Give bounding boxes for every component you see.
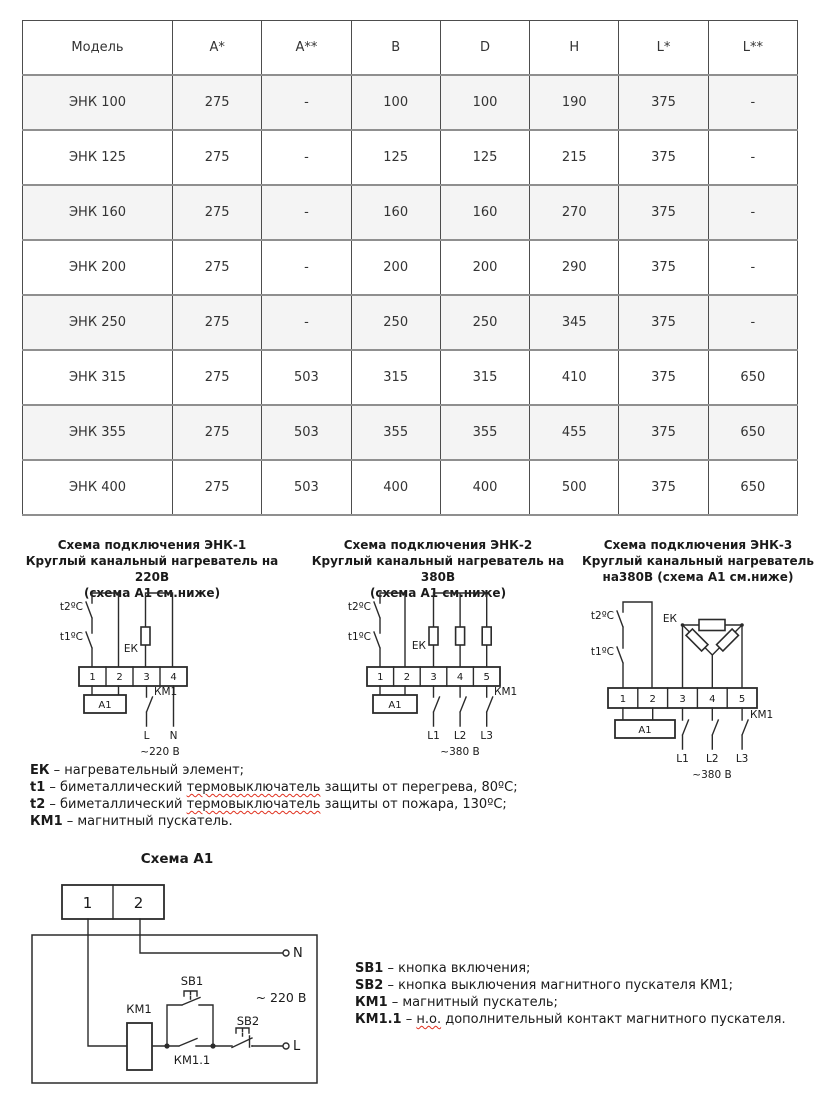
terminal-number: 2: [133, 894, 144, 912]
value-cell: 275: [173, 240, 262, 295]
label-t1: t1ºC: [59, 631, 83, 643]
terminal-number: 1: [619, 694, 627, 705]
label-ek: ЕК: [662, 613, 677, 625]
label-sb2: SB2: [236, 1014, 260, 1028]
legend-item: КМ1 – магнитный пускатель.: [30, 814, 233, 829]
terminal-number: 1: [89, 672, 96, 683]
legend-item: ЕК – нагревательный элемент;: [30, 763, 245, 778]
voltage-label: ~380 В: [692, 769, 732, 781]
column-header: L*: [619, 21, 708, 76]
junction-dot: [210, 1043, 215, 1048]
phase-label: L: [143, 730, 150, 742]
legend-term: t1: [30, 780, 46, 795]
supply-labels: [140, 730, 179, 758]
value-cell: 125: [440, 130, 529, 185]
title-line: на380В (схема А1 см.ниже): [602, 570, 794, 584]
legend-item: t1 – биметаллический термовыключатель защиты от перегрева, 80ºС;: [30, 780, 518, 795]
a1-legend: [355, 960, 786, 1028]
schema-a1-svg: [20, 845, 330, 1100]
km1-coil: [126, 1002, 152, 1070]
component-legend: [30, 762, 518, 830]
table-row: [23, 75, 798, 130]
value-cell: 375: [619, 350, 708, 405]
value-cell: -: [262, 130, 351, 185]
label-sb1: SB1: [180, 974, 204, 988]
phase-label: L1: [427, 730, 440, 742]
legend-term: SB2: [355, 978, 384, 993]
title-line: (схема А1 см.ниже): [369, 586, 507, 600]
value-cell: 275: [173, 75, 262, 130]
km1-contact: [434, 686, 518, 726]
value-cell: 290: [530, 240, 619, 295]
terminal-block: [367, 667, 500, 686]
value-cell: 275: [173, 295, 262, 350]
node-dot: [681, 623, 685, 627]
terminal-number: 1: [377, 672, 384, 683]
value-cell: 275: [173, 460, 262, 515]
junction-dot: [164, 1043, 169, 1048]
terminal-number: 5: [738, 694, 746, 705]
label-a1: А1: [388, 700, 402, 711]
sb1-button: [167, 974, 213, 1046]
column-header: B: [351, 21, 440, 76]
value-cell: -: [708, 185, 797, 240]
value-cell: -: [262, 185, 351, 240]
column-header: Модель: [23, 21, 173, 76]
legend-term: КМ1.1: [355, 1012, 402, 1027]
table-row: [23, 130, 798, 185]
phase-label: L3: [735, 753, 749, 765]
label-km11: КМ1.1: [173, 1053, 211, 1067]
value-cell: 650: [708, 460, 797, 515]
enk2-circuit-svg: [330, 585, 560, 760]
column-header: A**: [262, 21, 351, 76]
voltage-label: ~ 220 В: [255, 990, 307, 1005]
value-cell: 375: [619, 130, 708, 185]
title-line: Схема подключения ЭНК-3: [603, 538, 793, 552]
diagram-enk3-title: [582, 537, 814, 585]
terminal-number: 2: [116, 672, 123, 683]
model-cell: ЭНК 355: [23, 405, 173, 460]
value-cell: 215: [530, 130, 619, 185]
heater-delta: [663, 613, 744, 688]
value-cell: 275: [173, 185, 262, 240]
label-ek: ЕК: [411, 640, 426, 652]
value-cell: 503: [262, 350, 351, 405]
label-t2: t2ºC: [347, 601, 371, 613]
value-cell: 455: [530, 405, 619, 460]
terminal-block: [62, 885, 164, 919]
value-cell: 355: [440, 405, 529, 460]
enk1-circuit-svg: [35, 585, 265, 760]
value-cell: 503: [262, 460, 351, 515]
table-body: [23, 75, 798, 515]
thermal-cutout-branch: [591, 602, 652, 688]
heater-branch: [412, 593, 491, 667]
heater-element: [686, 629, 708, 651]
model-cell: ЭНК 125: [23, 130, 173, 185]
title-line: Схема подключения ЭНК-2: [343, 538, 533, 552]
heater-branch: [124, 593, 173, 667]
value-cell: -: [262, 240, 351, 295]
heater-element: [717, 629, 739, 651]
terminal-l: [283, 1043, 289, 1049]
value-cell: 355: [351, 405, 440, 460]
column-header: L**: [708, 21, 797, 76]
value-cell: -: [262, 75, 351, 130]
label-km1: КМ1: [750, 709, 774, 721]
label-t1: t1ºC: [590, 646, 614, 658]
value-cell: -: [708, 75, 797, 130]
value-cell: -: [262, 295, 351, 350]
title-line: (схема А1 см.ниже): [83, 586, 221, 600]
km1-contact: [147, 686, 178, 726]
terminal-number: 3: [679, 694, 686, 705]
value-cell: -: [708, 295, 797, 350]
terminal-block: [608, 688, 757, 708]
table-row: [23, 405, 798, 460]
value-cell: 200: [351, 240, 440, 295]
column-header: D: [440, 21, 529, 76]
value-cell: 275: [173, 405, 262, 460]
value-cell: 410: [530, 350, 619, 405]
legend-term: SB1: [355, 961, 384, 976]
legend-item: SB2 – кнопка выключения магнитного пускателя КМ1;: [355, 978, 734, 993]
value-cell: 250: [440, 295, 529, 350]
table-header: [23, 21, 798, 76]
value-cell: 400: [440, 460, 529, 515]
terminal-number: 1: [82, 894, 93, 912]
legend-term: КМ1: [30, 814, 63, 829]
terminal-number: 2: [403, 672, 411, 683]
terminal-number: 5: [483, 672, 490, 683]
label-n: N: [293, 946, 303, 961]
label-t1: t1ºC: [347, 631, 371, 643]
a1-module: [615, 708, 675, 738]
a1-module: [84, 686, 126, 713]
thermal-cutout-branch: [60, 593, 119, 667]
heater-element: [482, 627, 491, 645]
voltage-label: ~380 В: [440, 746, 480, 758]
model-cell: ЭНК 250: [23, 295, 173, 350]
value-cell: 190: [530, 75, 619, 130]
value-cell: 500: [530, 460, 619, 515]
terminal-n: [283, 950, 289, 956]
value-cell: -: [708, 240, 797, 295]
terminal-number: 4: [709, 694, 716, 705]
value-cell: 375: [619, 240, 708, 295]
value-cell: -: [708, 130, 797, 185]
legend-item: КМ1 – магнитный пускатель;: [355, 995, 558, 1010]
value-cell: 315: [351, 350, 440, 405]
dimensions-table: [22, 20, 798, 516]
km11-contact: [164, 1039, 215, 1068]
terminal-number: 4: [456, 672, 464, 683]
legend-term: t2: [30, 797, 46, 812]
value-cell: 160: [351, 185, 440, 240]
value-cell: 400: [351, 460, 440, 515]
terminal-number: 2: [649, 694, 656, 705]
model-cell: ЭНК 200: [23, 240, 173, 295]
label-ek: ЕК: [123, 643, 138, 655]
label-km1: КМ1: [126, 1002, 152, 1016]
a1-module: [373, 686, 417, 713]
value-cell: 375: [619, 185, 708, 240]
model-cell: ЭНК 160: [23, 185, 173, 240]
phase-label: L1: [676, 753, 689, 765]
table-row: [23, 460, 798, 515]
label-t2: t2ºC: [590, 610, 614, 622]
label-a1: А1: [98, 700, 112, 711]
km1-contact: [683, 708, 774, 749]
table-row: [23, 295, 798, 350]
value-cell: 375: [619, 75, 708, 130]
phase-label: L2: [706, 753, 719, 765]
label-a1: А1: [638, 725, 652, 736]
phase-label: L3: [480, 730, 493, 742]
title-line: Круглый канальный нагреватель на 220В: [25, 554, 279, 584]
sb2-button: [232, 1014, 259, 1048]
value-cell: 160: [440, 185, 529, 240]
column-header: H: [530, 21, 619, 76]
label-t2: t2ºC: [59, 601, 83, 613]
terminal-block: [79, 667, 187, 686]
heater-element: [429, 627, 438, 645]
thermal-cutout-branch: [348, 593, 405, 667]
phase-label: L2: [453, 730, 467, 742]
enk3-circuit-svg: [578, 585, 818, 800]
value-cell: 275: [173, 130, 262, 185]
column-header: A*: [173, 21, 262, 76]
supply-labels: [427, 730, 493, 758]
value-cell: 200: [440, 240, 529, 295]
node-dot: [740, 623, 744, 627]
value-cell: 375: [619, 460, 708, 515]
phase-label: N: [169, 730, 178, 742]
title-line: Круглый канальный нагреватель на 380В: [311, 554, 565, 584]
legend-term: ЕК: [30, 763, 50, 778]
header-row: [23, 21, 798, 76]
terminal-number: 4: [170, 672, 177, 683]
title-line: Круглый канальный нагреватель: [582, 554, 815, 568]
label-km1: КМ1: [494, 686, 518, 698]
legend-item: SB1 – кнопка включения;: [355, 961, 531, 976]
schema-a1-title: Схема А1: [140, 851, 214, 867]
table-row: [23, 350, 798, 405]
value-cell: 270: [530, 185, 619, 240]
model-cell: ЭНК 100: [23, 75, 173, 130]
voltage-label: ~220 В: [140, 746, 180, 758]
terminal-number: 3: [143, 672, 150, 683]
legend-item: КМ1.1 – н.о. дополнительный контакт магнитного пускателя.: [355, 1012, 786, 1027]
value-cell: 100: [351, 75, 440, 130]
value-cell: 125: [351, 130, 440, 185]
title-line: Схема подключения ЭНК-1: [57, 538, 247, 552]
value-cell: 100: [440, 75, 529, 130]
table-row: [23, 185, 798, 240]
table-row: [23, 240, 798, 295]
model-cell: ЭНК 315: [23, 350, 173, 405]
value-cell: 375: [619, 295, 708, 350]
value-cell: 375: [619, 405, 708, 460]
supply-labels: [676, 753, 748, 781]
heater-element: [699, 620, 725, 631]
label-l: L: [293, 1039, 301, 1054]
legend-term: КМ1: [355, 995, 388, 1010]
terminal-number: 3: [430, 672, 437, 683]
value-cell: 650: [708, 405, 797, 460]
legend-item: t2 – биметаллический термовыключатель защиты от пожара, 130ºС;: [30, 797, 507, 812]
value-cell: 315: [440, 350, 529, 405]
value-cell: 250: [351, 295, 440, 350]
value-cell: 650: [708, 350, 797, 405]
label-km1: КМ1: [154, 686, 178, 698]
heater-element: [456, 627, 465, 645]
heater-element: [141, 627, 150, 645]
model-cell: ЭНК 400: [23, 460, 173, 515]
value-cell: 503: [262, 405, 351, 460]
value-cell: 345: [530, 295, 619, 350]
value-cell: 275: [173, 350, 262, 405]
